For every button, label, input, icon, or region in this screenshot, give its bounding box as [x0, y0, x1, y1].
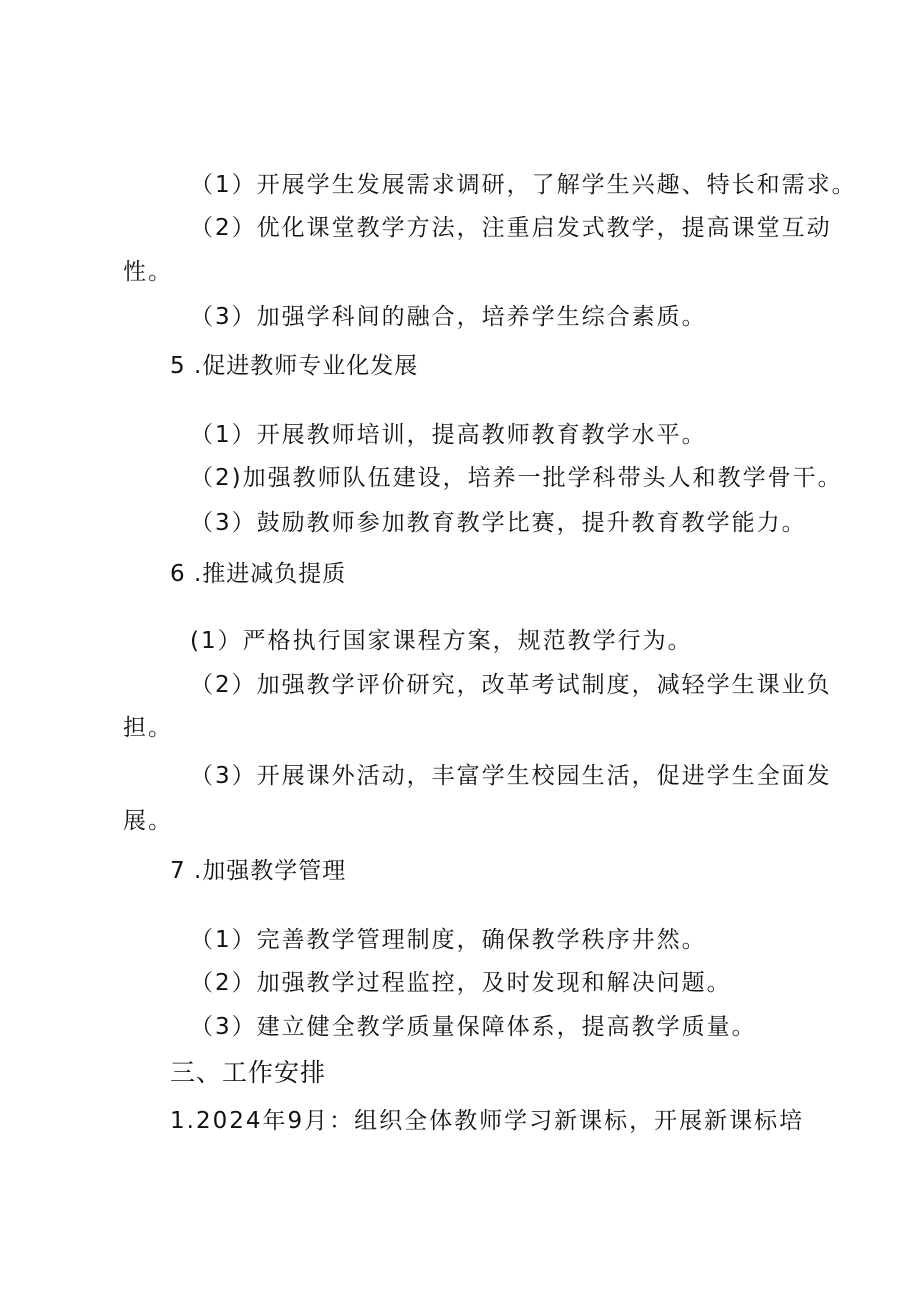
item-line-3: （3）加强学科间的融合，培养学生综合素质。: [190, 304, 707, 330]
section-heading-7: 7 .加强教学管理: [170, 858, 347, 884]
item-line-6-2: （2）加强教学评价研究，改革考试制度，减轻学生课业负: [190, 672, 832, 698]
item-line-2-continued: 性。: [123, 259, 173, 285]
section-heading-5: 5 .促进教师专业化发展: [170, 353, 419, 379]
section-heading-6: 6 .推进减负提质: [170, 561, 347, 587]
item-line-7-3: （3）建立健全教学质量保障体系，提高教学质量。: [190, 1014, 757, 1040]
item-line-5-1: （1）开展教师培训，提高教师教育教学水平。: [190, 422, 707, 448]
item-line-7-1: （1）完善教学管理制度，确保教学秩序井然。: [190, 927, 707, 953]
item-line-2: （2）优化课堂教学方法，注重启发式教学，提高课堂互动: [190, 215, 832, 241]
schedule-line-1: 1.2024年9月：组织全体教师学习新课标，开展新课标培: [170, 1108, 805, 1134]
item-line-5-3: （3）鼓励教师参加教育教学比赛，提升教育教学能力。: [190, 510, 807, 536]
item-line-6-3: （3）开展课外活动，丰富学生校园生活，促进学生全面发: [190, 763, 832, 789]
item-line-7-2: （2）加强教学过程监控，及时发现和解决问题。: [190, 970, 732, 996]
item-line-6-3-continued: 展。: [123, 808, 173, 834]
item-line-5-2: （2)加强教师队伍建设，培养一批学科带头人和教学骨干。: [190, 465, 843, 491]
item-line-6-1: (1）严格执行国家课程方案，规范教学行为。: [190, 628, 693, 654]
section-title-work-arrangement: 三、工作安排: [170, 1058, 327, 1087]
item-line-1: （1）开展学生发展需求调研，了解学生兴趣、特长和需求。: [190, 172, 857, 198]
item-line-6-2-continued: 担。: [123, 715, 173, 741]
